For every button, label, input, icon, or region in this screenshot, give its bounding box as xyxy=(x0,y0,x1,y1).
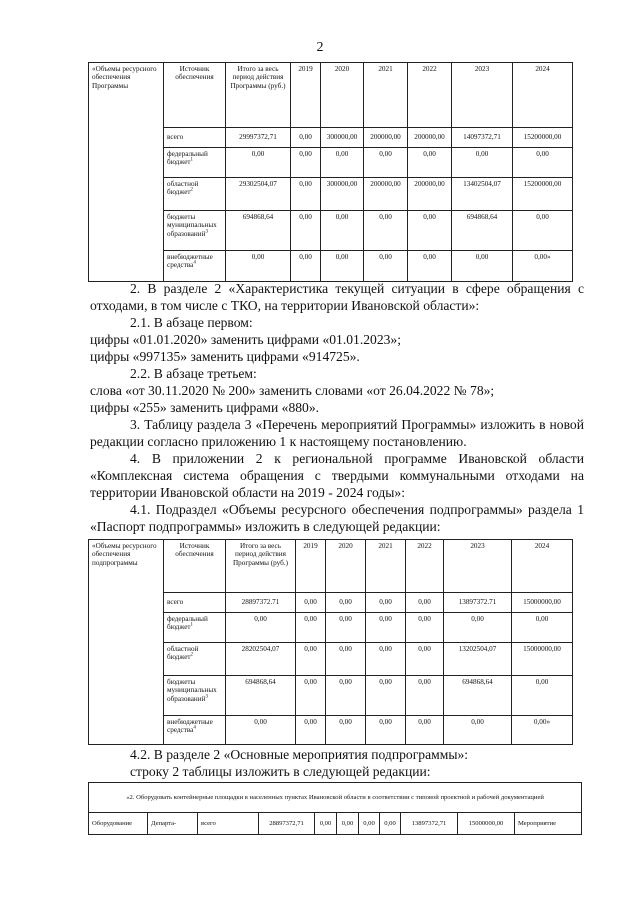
header-year: 2023 xyxy=(452,63,513,128)
paragraph-4-2a: строку 2 таблицы изложить в следующей редакции: xyxy=(130,764,431,779)
cell-value: всего xyxy=(198,813,259,835)
cell-value: 0,00 xyxy=(452,148,513,178)
cell-value: 0,00 xyxy=(444,613,512,643)
cell-value: 0,00 xyxy=(315,813,337,835)
cell-value: 0,00 xyxy=(296,716,326,745)
cell-value: 0,00 xyxy=(326,676,366,716)
paragraph-2-2: 2.2. В абзаце третьем: xyxy=(130,366,257,381)
cell-value: 694868,64 xyxy=(452,211,513,251)
paragraph-2-2b: цифры «255» заменить цифрами «880». xyxy=(90,400,320,415)
cell-value: 0,00 xyxy=(512,676,573,716)
cell-value: 0,00 xyxy=(291,148,321,178)
cell-value: 0,00 xyxy=(406,676,444,716)
header-year: 2019 xyxy=(291,63,321,128)
cell-value: 0,00 xyxy=(326,613,366,643)
measures-table xyxy=(88,782,582,835)
cell-value: 0,00 xyxy=(326,593,366,613)
header-year: 2019 xyxy=(296,540,326,593)
cell-value: 0,00 xyxy=(444,716,512,745)
cell-value: 0,00 xyxy=(226,613,296,643)
cell-value: 200000,00 xyxy=(364,128,408,148)
row-source: бюджеты муниципальных образований$^3$ xyxy=(164,676,226,716)
cell-value: 0,00 xyxy=(513,148,573,178)
cell-value: 29302504,07 xyxy=(226,178,291,211)
cell-value: Оборудование xyxy=(89,813,148,835)
paragraph-2-1a: цифры «01.01.2020» заменить цифрами «01.01.2023»; xyxy=(90,332,401,347)
paragraph-2-2a: слова «от 30.11.2020 № 200» заменить словами «от 26.04.2022 № 78»; xyxy=(90,383,495,398)
row-source: внебюджетные средства$^4$ xyxy=(164,716,226,745)
cell-value: 15200000,00 xyxy=(513,128,573,148)
cell-value: 0,00 xyxy=(408,251,452,282)
cell-value: 300000,00 xyxy=(321,128,364,148)
cell-value: 15000000,00 xyxy=(512,643,573,676)
cell-value: 15000000,00 xyxy=(458,813,515,835)
cell-value: 0,00 xyxy=(408,148,452,178)
row-source: всего xyxy=(164,593,226,613)
header-year: 2024 xyxy=(512,540,573,593)
header-year: 2021 xyxy=(366,540,406,593)
table1-label: «Объемы ресурсного обеспечения Программы xyxy=(89,63,164,282)
header-year: 2021 xyxy=(364,63,408,128)
row-source: федеральный бюджет$^1$ xyxy=(164,148,226,178)
cell-value: 15000000,00 xyxy=(512,593,573,613)
header-source: Источник обеспечения xyxy=(164,540,226,593)
cell-value: 0,00 xyxy=(364,148,408,178)
cell-value: 0,00 xyxy=(321,251,364,282)
header-year: 2020 xyxy=(321,63,364,128)
cell-value: 28897372,71 xyxy=(259,813,315,835)
row-source: областной бюджет$^2$ xyxy=(164,643,226,676)
cell-value: 200000,00 xyxy=(364,178,408,211)
cell-value: 0,00 xyxy=(366,643,406,676)
cell-value: 0,00 xyxy=(326,716,366,745)
cell-value: 694868,64 xyxy=(226,676,296,716)
paragraph-4-2: 4.2. В разделе 2 «Основные мероприятия подпрограммы»: xyxy=(130,747,469,762)
cell-value: 0,00 xyxy=(452,251,513,282)
cell-value: 15200000,00 xyxy=(513,178,573,211)
measure-title: «2. Оборудовать контейнерные площадки в населенных пунктах Ивановской области в соответствии с типовой проектной и рабочей документацией xyxy=(89,783,582,813)
cell-value: 0,00 xyxy=(359,813,380,835)
cell-value: 0,00 xyxy=(408,211,452,251)
cell-value: 694868,64 xyxy=(226,211,291,251)
header-total: Итого за весь период действия Программы (руб.) xyxy=(226,540,296,593)
cell-value: 0,00 xyxy=(291,128,321,148)
cell-value: 13202504,07 xyxy=(444,643,512,676)
row-source: бюджеты муниципальных образований$^3$ xyxy=(164,211,226,251)
paragraph-2-1: 2.1. В абзаце первом: xyxy=(130,315,253,330)
paragraph-3: 3. Таблицу раздела 3 «Перечень мероприятий Программы» изложить в новой редакции согласно приложению 1 к настоящему постановлению. xyxy=(90,417,584,449)
cell-value: 0,00 xyxy=(406,716,444,745)
cell-value: 0,00 xyxy=(366,716,406,745)
header-year: 2022 xyxy=(408,63,452,128)
cell-value: 0,00 xyxy=(291,211,321,251)
row-source: федеральный бюджет$^1$ xyxy=(164,613,226,643)
cell-value: 13897372.71 xyxy=(444,593,512,613)
cell-value: 13897372,71 xyxy=(401,813,458,835)
paragraph-2: 2. В разделе 2 «Характеристика текущей ситуации в сфере обращения с отходами, в том числе с ТКО, на территории Ивановской области»: xyxy=(90,281,584,313)
cell-value: 0,00 xyxy=(380,813,401,835)
cell-value: 200000,00 xyxy=(408,128,452,148)
page-number: 2 xyxy=(316,40,324,55)
cell-value: 200000,00 xyxy=(408,178,452,211)
program-resources-table xyxy=(88,62,573,282)
cell-value: 0,00 xyxy=(364,211,408,251)
cell-value: 300000,00 xyxy=(321,178,364,211)
cell-value: 0,00 xyxy=(366,593,406,613)
cell-value: 0,00 xyxy=(226,716,296,745)
cell-value: 0,00 xyxy=(326,643,366,676)
row-source: всего xyxy=(164,128,226,148)
paragraph-2-1b: цифры «997135» заменить цифрами «914725». xyxy=(90,349,360,364)
cell-value: 28897372.71 xyxy=(226,593,296,613)
cell-value: Департа- xyxy=(148,813,198,835)
cell-value: 0,00 xyxy=(226,251,291,282)
cell-value: 0,00 xyxy=(337,813,359,835)
cell-value: 0,00 xyxy=(513,211,573,251)
cell-value: 0,00 xyxy=(291,251,321,282)
subprogram-resources-table xyxy=(88,539,573,745)
cell-value: 0,00 xyxy=(226,148,291,178)
table2-label: «Объемы ресурсного обеспечения подпрограммы xyxy=(89,540,164,745)
header-source: Источник обеспечения xyxy=(164,63,226,128)
cell-value: 0,00 xyxy=(321,211,364,251)
cell-value: 0,00 xyxy=(406,643,444,676)
paragraph-4: 4. В приложении 2 к региональной программе Ивановской области «Комплексная система обращения с твердыми коммунальными отходами на территории Ивановской области на 2019 - 2024 годы»: xyxy=(90,451,584,500)
cell-value: 0,00» xyxy=(512,716,573,745)
cell-value: 0,00 xyxy=(296,613,326,643)
cell-value: 0,00» xyxy=(513,251,573,282)
cell-value: 0,00 xyxy=(406,593,444,613)
cell-value: 694868,64 xyxy=(444,676,512,716)
cell-value: 29997372,71 xyxy=(226,128,291,148)
cell-value: 28202504,07 xyxy=(226,643,296,676)
cell-value: 0,00 xyxy=(321,148,364,178)
cell-value: 0,00 xyxy=(512,613,573,643)
header-total: Итого за весь период действия Программы (руб.) xyxy=(226,63,291,128)
cell-value: 0,00 xyxy=(366,613,406,643)
cell-value: 14097372,71 xyxy=(452,128,513,148)
cell-value: 0,00 xyxy=(296,643,326,676)
header-year: 2024 xyxy=(513,63,573,128)
cell-value: 0,00 xyxy=(291,178,321,211)
cell-value: 13402504,07 xyxy=(452,178,513,211)
row-source: внебюджетные средства$^4$ xyxy=(164,251,226,282)
cell-value: 0,00 xyxy=(366,676,406,716)
row-source: областной бюджет$^2$ xyxy=(164,178,226,211)
header-year: 2023 xyxy=(444,540,512,593)
cell-value: 0,00 xyxy=(296,593,326,613)
paragraph-4-1: 4.1. Подраздел «Объемы ресурсного обеспечения подпрограммы» раздела 1 «Паспорт подпрограммы» изложить в следующей редакции: xyxy=(90,502,584,534)
cell-value: 0,00 xyxy=(296,676,326,716)
cell-value: 0,00 xyxy=(364,251,408,282)
cell-value: 0,00 xyxy=(406,613,444,643)
cell-value: Мероприятие xyxy=(515,813,582,835)
header-year: 2020 xyxy=(326,540,366,593)
header-year: 2022 xyxy=(406,540,444,593)
